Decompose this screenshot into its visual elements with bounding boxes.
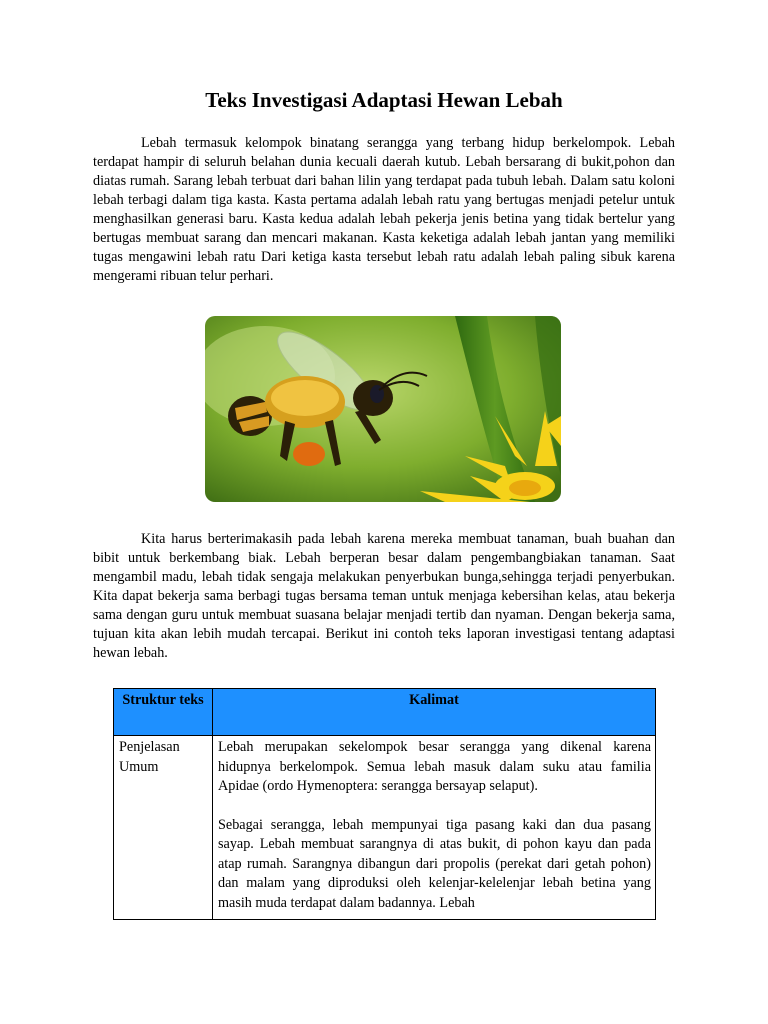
row-label: Penjelasan Umum xyxy=(114,736,213,920)
bee-illustration xyxy=(205,316,561,502)
body-paragraph: Kita harus berterimakasih pada lebah karena mereka membuat tanaman, buah buahan dan bibit untuk berkembang biak. Lebah berperan besar dalam pengembangbiakan tanaman. Saat mengambil madu, lebah tidak sengaja melakukan penyerbukan bunga,sehingga terjadi penyerbukan. Kita dapat bekerja sama berbagi tugas bersama teman untuk menjaga kebersihan kelas, atau bekerja sama dengan guru untuk membuat suasana belajar menjadi tertib dan nyaman. Dengan bekerja sama, tujuan kita akan lebih mudah tercapai. Berikut ini contoh teks laporan investigasi tentang adaptasi hewan lebah. xyxy=(93,531,675,661)
bee-photo xyxy=(205,316,561,502)
row-text-1: Lebah merupakan sekelompok besar serangga yang dikenal karena hidupnya berkelompok. Semua lebah masuk dalam suku atau familia Apidae (ordo Hymenoptera: serangga bersayap selaput). xyxy=(218,739,651,794)
intro-paragraph: Lebah termasuk kelompok binatang serangga yang terbang hidup berkelompok. Lebah terdapat hampir di seluruh belahan dunia kecuali daerah kutub. Lebah bersarang di bukit,pohon dan diatas rumah. Sarang lebah terbuat dari bahan lilin yang terdapat pada tubuh lebah. Dalam satu koloni lebah terbagi dalam tiga kasta. Kasta pertama adalah lebah ratu yang bertugas menjadi petelur untuk menghasilkan generasi baru. Kasta kedua adalah lebah pekerja jenis betina yang tidak bertelur yang bertugas membuat sarang dan mencari makanan. Kasta keketiga adalah lebah jantan yang memiliki tugas mengawini lebah ratu Dari ketiga kasta tersebut lebah ratu adalah lebah paling sibuk karena mengerami ribuan telur perhari. xyxy=(93,135,675,284)
column-header-kalimat: Kalimat xyxy=(213,689,656,736)
row-content xyxy=(213,736,656,920)
structure-table xyxy=(113,688,656,920)
page-title: Teks Investigasi Adaptasi Hewan Lebah xyxy=(205,88,563,112)
column-header-struktur: Struktur teks xyxy=(114,689,213,736)
row-text-2: Sebagai serangga, lebah mempunyai tiga pasang kaki dan dua pasang sayap. Lebah membuat sarangnya di atas bukit, di pohon kayu dan pada atap rumah. Sarangnya dibangun dari propolis (perekat dari getah pohon) dan malam yang diproduksi oleh kelenjar-kelelenjar lebah betina yang masih muda terdapat dalam badannya. Lebah xyxy=(218,816,651,911)
row-content-clip xyxy=(218,738,651,915)
table-header-row xyxy=(114,689,656,736)
table-row xyxy=(114,736,656,920)
